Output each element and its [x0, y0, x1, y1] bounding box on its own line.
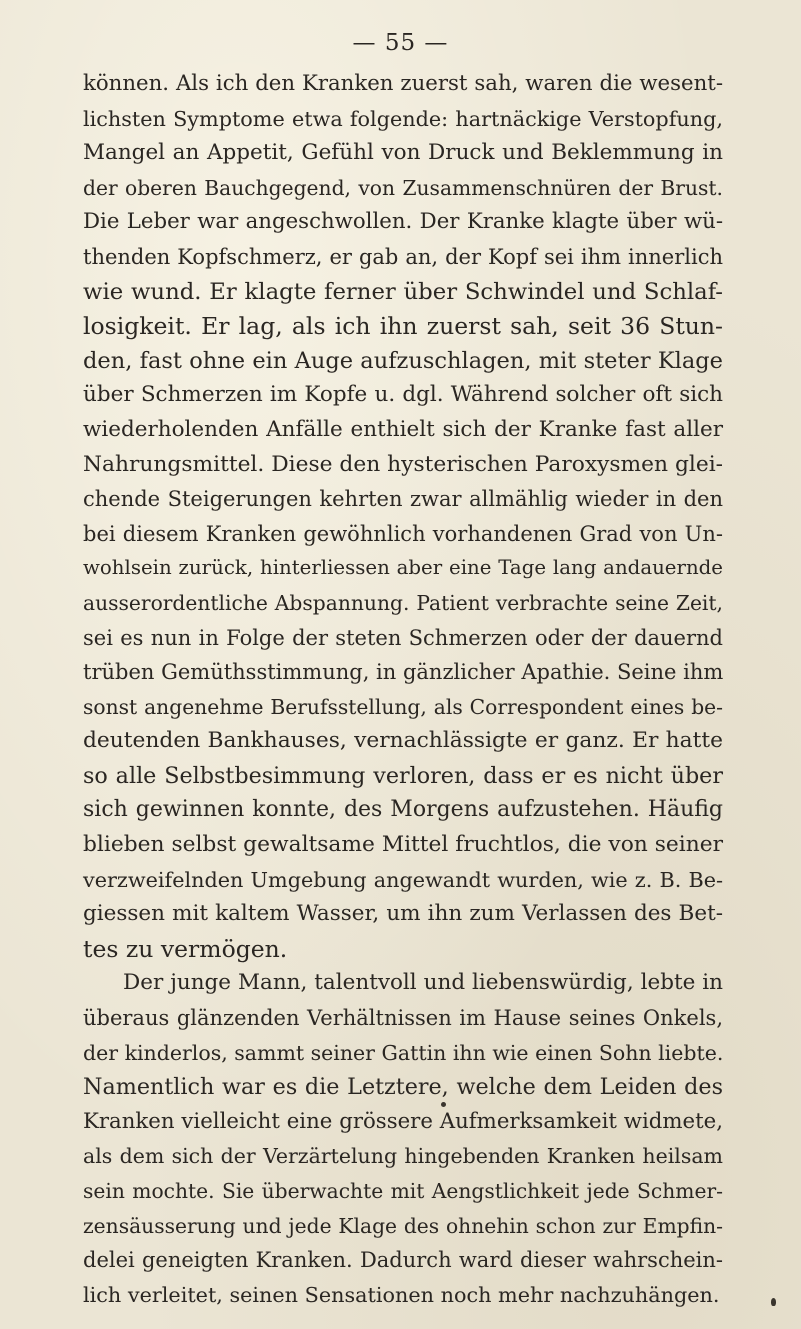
- text-line: bei diesem Kranken gewöhnlich vorhandenen Grad von Un-: [83, 521, 723, 546]
- text-line: tes zu vermögen.: [83, 934, 288, 963]
- text-line: delei geneigten Kranken. Dadurch ward dieser wahrschein-: [83, 1248, 723, 1273]
- text-line: Kranken vielleicht eine grössere Aufmerksamkeit widmete,: [83, 1108, 723, 1134]
- text-line: trüben Gemüthsstimmung, in gänzlicher Apathie. Seine ihm: [83, 660, 724, 685]
- text-line: chende Steigerungen kehrten zwar allmählig wieder in den: [83, 487, 723, 512]
- text-line: ausserordentliche Abspannung. Patient verbrachte seine Zeit,: [83, 590, 723, 615]
- text-line: wohlsein zurück, hinterliessen aber eine Tage lang andauernde: [83, 556, 723, 580]
- text-line: so alle Selbstbesimmung verloren, dass er es nicht über: [83, 762, 723, 789]
- text-line: verzweifelnden Umgebung angewandt wurden, wie z. B. Be-: [83, 867, 723, 892]
- text-line: der oberen Bauchgegend, von Zusammenschnüren der Brust.: [83, 175, 723, 200]
- text-line: thenden Kopfschmerz, er gab an, der Kopf sei ihm innerlich: [83, 244, 723, 269]
- text-line: Namentlich war es die Letztere, welche dem Leiden des: [83, 1074, 723, 1101]
- body-text: [83, 67, 723, 1312]
- text-line: zensäusserung und jede Klage des ohnehin schon zur Empfin-: [83, 1213, 723, 1238]
- text-line: Mangel an Appetit, Gefühl von Druck und Beklemmung in: [83, 140, 723, 166]
- text-line: wiederholenden Anfälle enthielt sich der Kranke fast aller: [83, 416, 723, 442]
- text-line: den, fast ohne ein Auge aufzuschlagen, mit steter Klage: [83, 347, 723, 374]
- ink-speck: [771, 1298, 776, 1306]
- text-line: sich gewinnen konnte, des Morgens aufzustehen. Häufig: [83, 797, 723, 823]
- text-line: können. Als ich den Kranken zuerst sah, waren die wesent-: [83, 71, 723, 96]
- text-line: losigkeit. Er lag, als ich ihn zuerst sah, seit 36 Stun-: [83, 312, 723, 341]
- page-number: — 55 —: [352, 30, 449, 56]
- text-line: überaus glänzenden Verhältnissen im Hause seines Onkels,: [83, 1006, 723, 1031]
- text-line: als dem sich der Verzärtelung hingebenden Kranken heilsam: [83, 1144, 723, 1169]
- text-line: sein mochte. Sie überwachte mit Aengstlichkeit jede Schmer-: [83, 1179, 723, 1203]
- text-line: deutenden Bankhauses, vernachlässigte er ganz. Er hatte: [83, 728, 723, 754]
- text-line: der kinderlos, sammt seiner Gattin ihn wie einen Sohn liebte.: [83, 1040, 724, 1065]
- text-line: wie wund. Er klagte ferner über Schwindel und Schlaf-: [83, 278, 723, 305]
- text-line: über Schmerzen im Kopfe u. dgl. Während solcher oft sich: [83, 382, 723, 408]
- text-line: sonst angenehme Berufsstellung, als Correspondent eines be-: [83, 694, 723, 719]
- text-line: lich verleitet, seinen Sensationen noch mehr nachzuhängen.: [83, 1282, 720, 1307]
- text-line: giessen mit kaltem Wasser, um ihn zum Verlassen des Bet-: [83, 901, 723, 927]
- text-line: lichsten Symptome etwa folgende: hartnäckige Verstopfung,: [83, 106, 723, 131]
- text-line: sei es nun in Folge der steten Schmerzen oder der dauernd: [83, 625, 723, 650]
- text-line: Nahrungsmittel. Diese den hysterischen Paroxysmen glei-: [83, 451, 724, 477]
- ink-dot: [441, 1102, 446, 1107]
- text-line: blieben selbst gewaltsame Mittel fruchtlos, die von seiner: [83, 832, 723, 858]
- text-line: Die Leber war angeschwollen. Der Kranke klagte über wü-: [83, 209, 723, 235]
- text-line: Der junge Mann, talentvoll und liebenswürdig, lebte in: [123, 970, 723, 996]
